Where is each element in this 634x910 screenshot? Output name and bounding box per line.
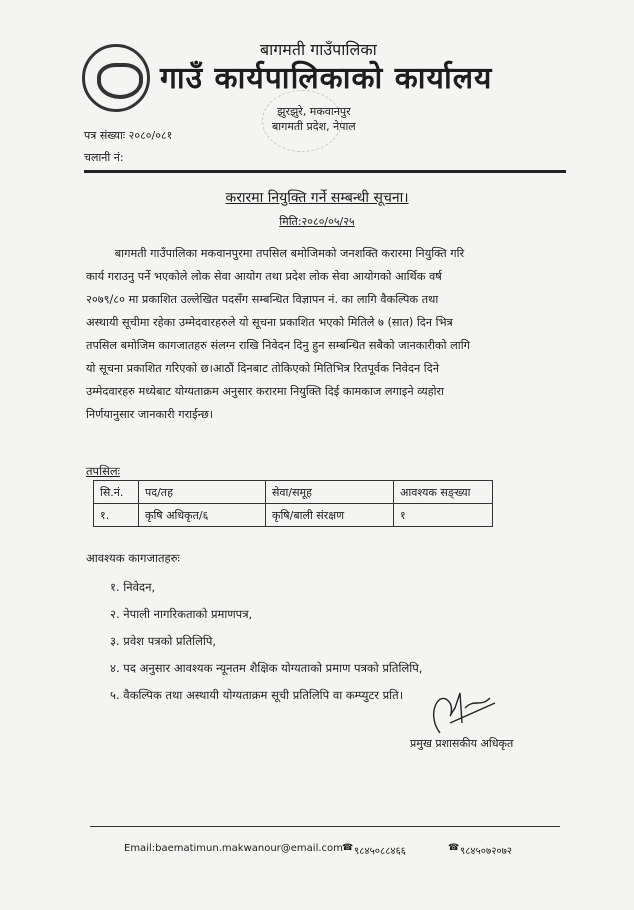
header-cell: पद/तह: [139, 481, 266, 504]
documents-list: [110, 574, 422, 709]
list-item: २. नेपाली नागरिकताको प्रमाणपत्र,: [110, 607, 253, 621]
notice-title: करारमा नियुक्ति गर्ने सम्बन्धी सूचना।: [225, 190, 409, 206]
body-line: तपसिल बमोजिम कागजातहरु संलग्न राखि निवेदन दिनु हुन सम्बन्धित सबैको जानकारीको लागि: [86, 339, 470, 352]
header-cell: सेवा/समूह: [266, 481, 394, 504]
cell: कृषि/बाली संरक्षण: [266, 504, 394, 527]
body-line: अस्थायी सूचीमा रहेका उम्मेदवारहरुले यो सूचना प्रकाशित भएको मितिले ७ (सात) दिन भित्र: [86, 316, 453, 329]
position-table: [93, 480, 493, 527]
address-line-1: झुरझुरे, मकवानपुर: [277, 105, 351, 118]
details-label: तपसिलः: [86, 464, 120, 478]
footer-email: Email:baematimun.makwanour@email.com: [124, 843, 343, 854]
list-item: ३. प्रवेश पत्रको प्रतिलिपि,: [110, 634, 217, 648]
letter-number: पत्र संख्याः २०८०/०८१: [84, 129, 173, 142]
government-emblem-logo: [82, 44, 150, 112]
body-line: यो सूचना प्रकाशित गरिएको छ।आठौं दिनबाट तोकिएको मितिभित्र रितपूर्वक निवेदन दिने: [86, 362, 439, 375]
phone-icon: ☎: [448, 843, 460, 853]
documents-label: आवश्यक कागजातहरुः: [86, 551, 180, 565]
body-line: २०७९/८० मा प्रकाशित उल्लेखित पदसँग सम्बन्धित विज्ञापन नं. का लागि वैकल्पिक तथा: [86, 293, 439, 306]
header-cell: आवश्यक सङ्ख्या: [394, 481, 493, 504]
signature-mark: [420, 683, 500, 743]
signatory-title: प्रमुख प्रशासकीय अधिकृत: [410, 737, 514, 750]
footer-phone-2: ९८४५०७२०७२: [460, 846, 512, 857]
cell: कृषि अधिकृत/६: [139, 504, 266, 527]
body-line: बागमती गाउँपालिका मकवानपुरमा तपसिल बमोजिमको जनशक्ति करारमा नियुक्ति गरि: [86, 247, 465, 260]
header-divider: [84, 170, 566, 173]
office-address: [272, 104, 356, 134]
list-item: ४. पद अनुसार आवश्यक न्यूनतम शैक्षिक योग्यताको प्रमाण पत्रको प्रतिलिपि,: [110, 661, 423, 675]
address-line-2: बागमती प्रदेश, नेपाल: [272, 120, 356, 133]
municipality-name: बागमती गाउँपालिका: [260, 40, 377, 59]
list-item: १. निवेदन,: [110, 580, 156, 594]
body-line: कार्य गराउनु पर्ने भएकोले लोक सेवा आयोग तथा प्रदेश लोक सेवा आयोगको आर्थिक वर्ष: [86, 270, 442, 283]
body-line: निर्णयानुसार जानकारी गराईन्छ।: [86, 408, 214, 421]
footer-phone-1: ९८४५०८८४६६: [354, 846, 406, 857]
office-name: गाउँ कार्यपालिकाको कार्यालय: [160, 61, 493, 96]
body-line: उम्मेदवारहरु मध्येबाट योग्यताक्रम अनुसार करारमा नियुक्ति दिई कामकाज लगाइने व्यहोरा: [86, 385, 445, 398]
notice-body: [86, 242, 564, 426]
list-item: ५. वैकल्पिक तथा अस्थायी योग्यताक्रम सूची प्रतिलिपि वा कम्प्युटर प्रति।: [110, 688, 404, 702]
header-cell: सि.नं.: [94, 481, 139, 504]
phone-icon: ☎: [342, 843, 354, 853]
dispatch-number: चलानी नं:: [84, 151, 124, 164]
notice-date: मिति:२०८०/०५/२५: [279, 215, 355, 228]
table-header-row: [94, 481, 493, 504]
footer-divider: [90, 826, 560, 827]
cell: १.: [94, 504, 139, 527]
table-row: [94, 504, 493, 527]
cell: १: [394, 504, 493, 527]
